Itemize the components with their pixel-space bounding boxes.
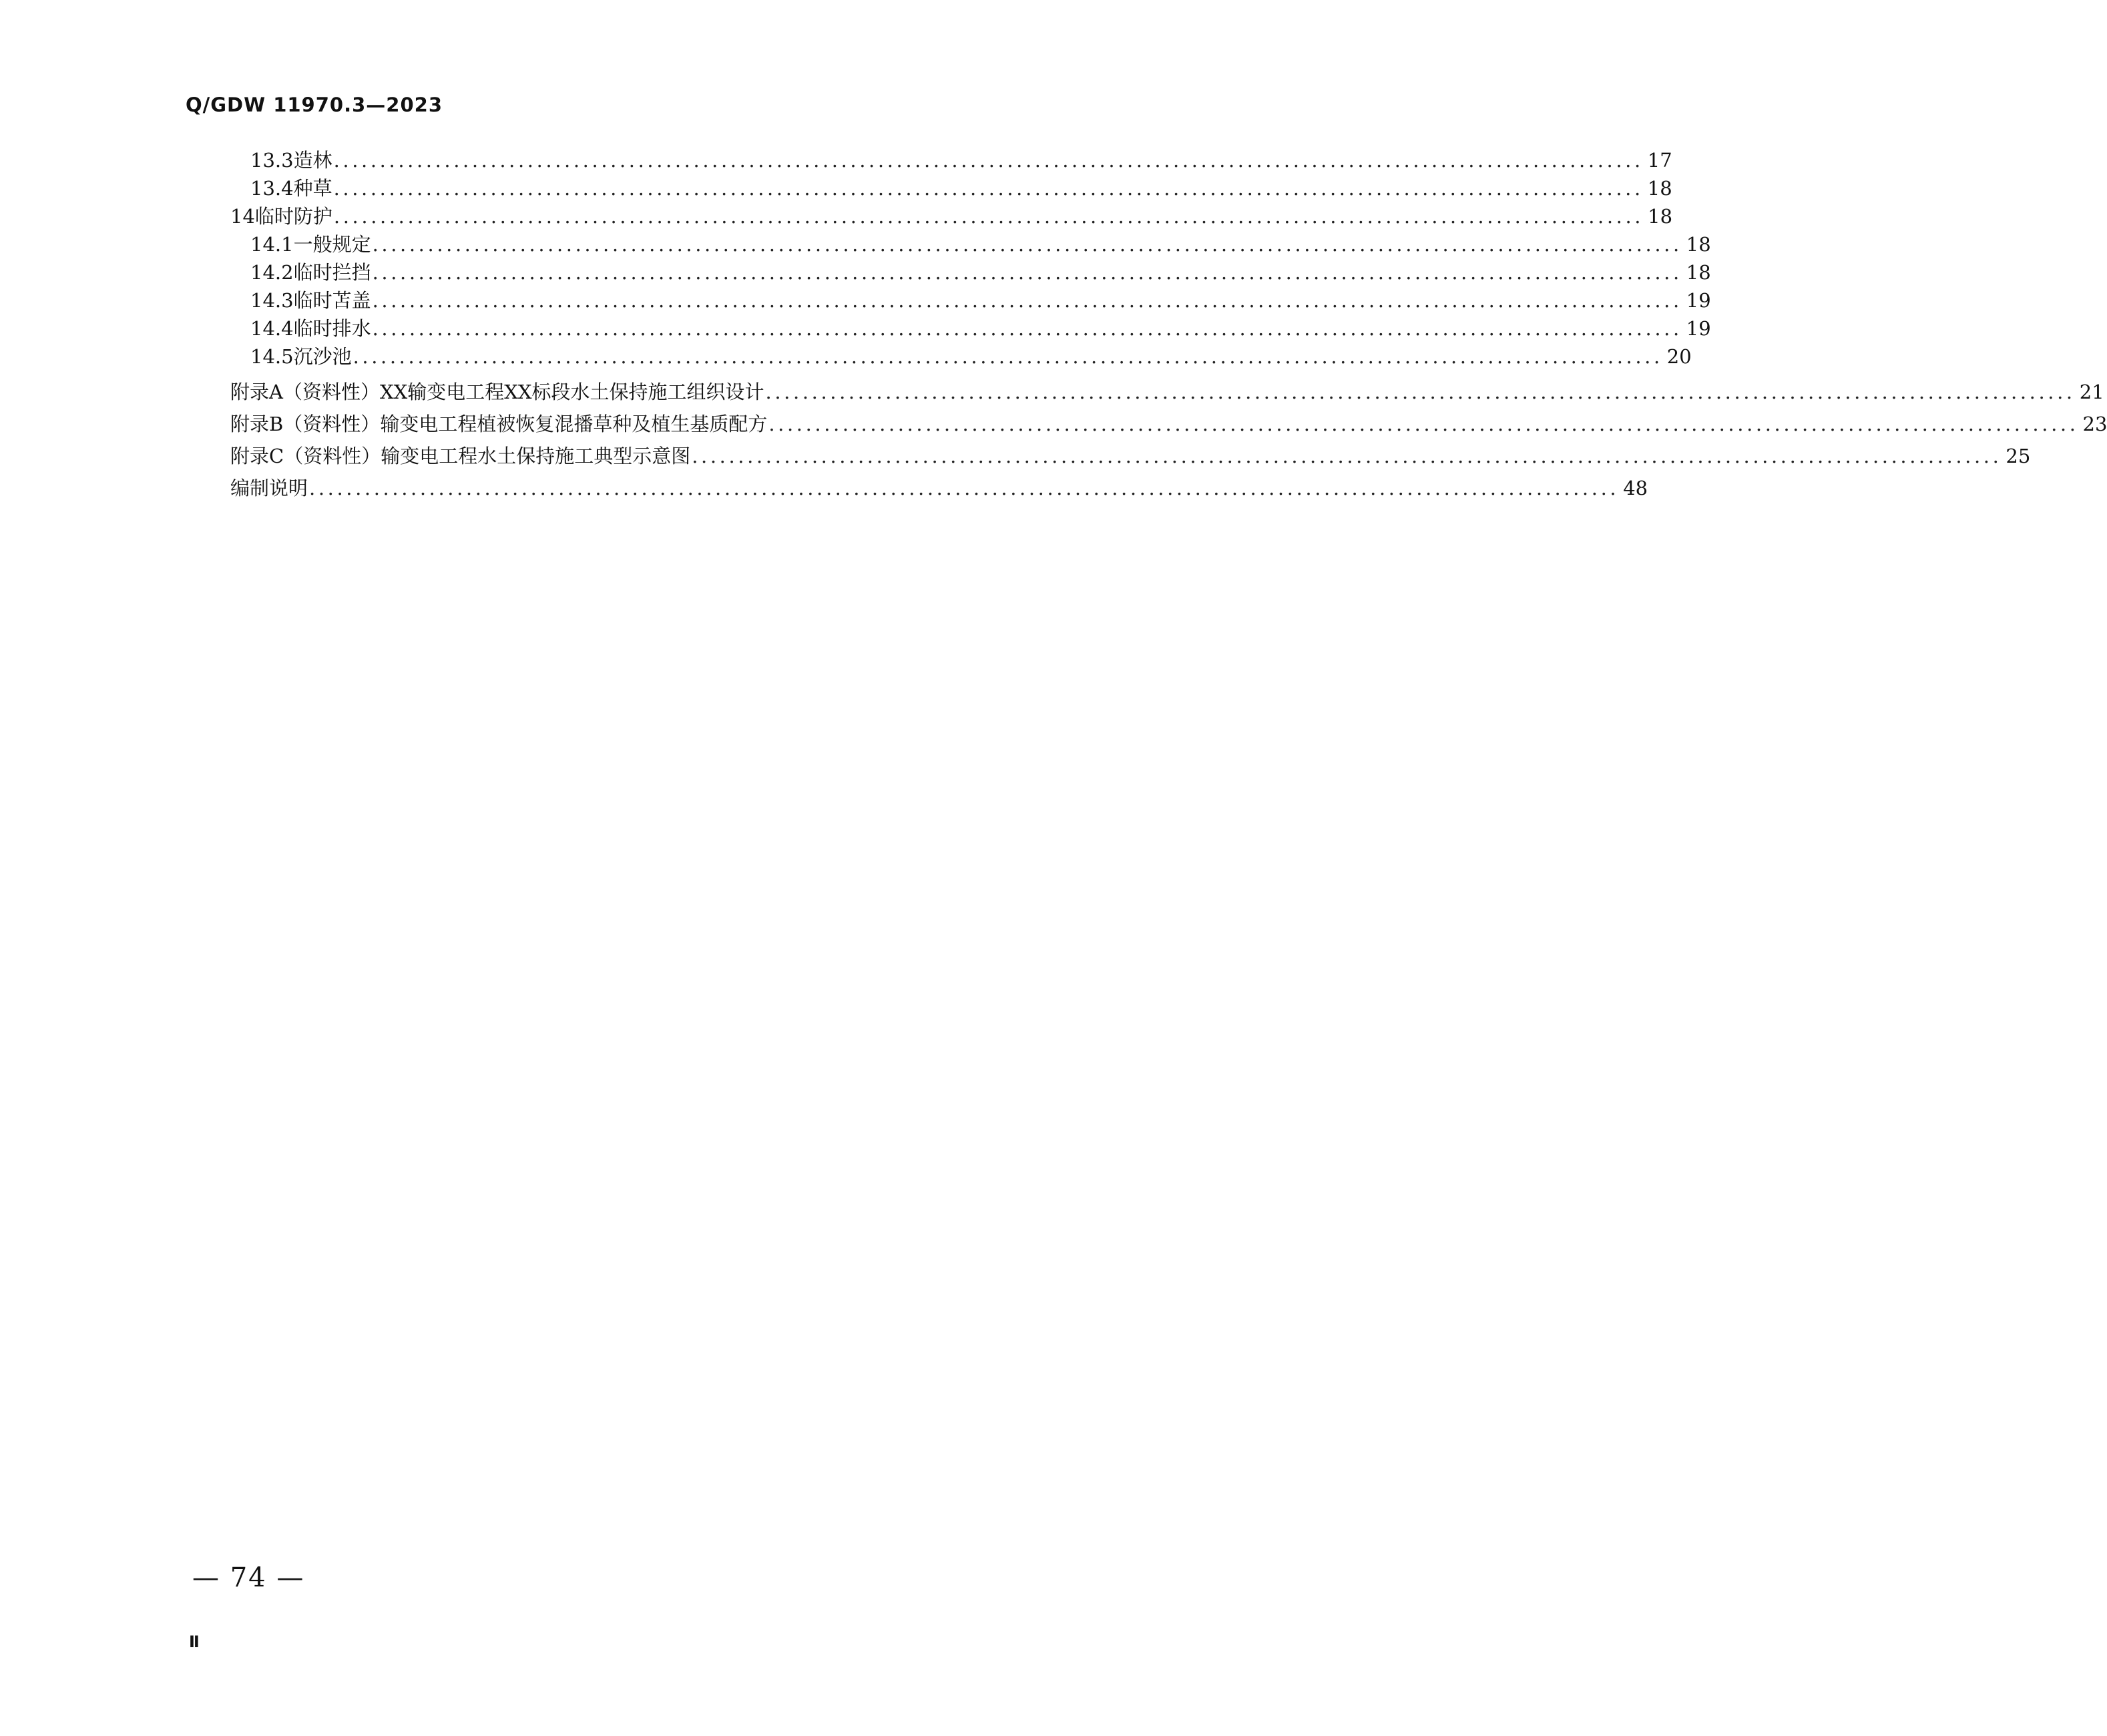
- toc-entry-number: 14.5: [250, 345, 294, 368]
- toc-entry-number: 13.4: [250, 177, 294, 200]
- toc-leader-dots: ..............................................................................................................................................: [768, 413, 2079, 435]
- toc-entry-page: 19: [1686, 289, 1711, 312]
- toc-leader-dots: ..............................................................................................................................................: [333, 205, 1644, 228]
- toc-entry-title: 种草: [293, 177, 332, 200]
- toc-entry-title: 输变电工程植被恢复混播草种及植生基质配方: [380, 413, 768, 435]
- toc-entry-title: 沉沙池: [293, 345, 352, 368]
- toc-entry-appendix-b[interactable]: [230, 411, 2107, 437]
- toc-entry-13-4[interactable]: [250, 175, 1672, 202]
- toc-entry-page: 19: [1686, 317, 1711, 340]
- toc-entry-page: 18: [1686, 261, 1711, 284]
- toc-entry-number: 附录B（资料性）: [230, 413, 381, 435]
- toc-leader-dots: ..............................................................................................................................................: [372, 261, 1682, 284]
- toc-entry-14-5[interactable]: [250, 343, 1692, 370]
- toc-entry-14-1[interactable]: [250, 231, 1711, 258]
- toc-entry-title: 输变电工程水土保持施工典型示意图: [381, 445, 691, 467]
- toc-entry-title: 临时防护: [254, 205, 332, 228]
- toc-entry-page: 18: [1647, 177, 1672, 200]
- roman-page-number: Ⅱ: [189, 1633, 200, 1651]
- toc-entry-page: 21: [2079, 381, 2104, 403]
- document-code: Q/GDW 11970.3—2023: [186, 93, 443, 116]
- toc-entry-page: 18: [1686, 233, 1711, 256]
- toc-entry-page: 17: [1647, 149, 1672, 172]
- toc-entry-title: XX输变电工程XX标段水土保持施工组织设计: [379, 381, 764, 403]
- toc-entry-page: 25: [2006, 445, 2031, 467]
- toc-leader-dots: ..............................................................................................................................................: [372, 317, 1682, 340]
- page-number: — 74 —: [192, 1562, 305, 1593]
- toc-entry-14-3[interactable]: [250, 287, 1711, 314]
- toc-entry-14-4[interactable]: [250, 315, 1711, 342]
- toc-entry-number: 附录C（资料性）: [230, 445, 381, 467]
- toc-entry-title: 临时苫盖: [293, 289, 371, 312]
- toc-entry-number: 14.1: [250, 233, 294, 256]
- toc-leader-dots: ..............................................................................................................................................: [765, 381, 2076, 403]
- toc-entry-title: 编制说明: [230, 477, 308, 499]
- toc-leader-dots: ..............................................................................................................................................: [692, 445, 2002, 467]
- toc-entry-title: 一般规定: [293, 233, 371, 256]
- table-of-contents: [0, 0, 2107, 534]
- toc-entry-number: 14.3: [250, 289, 294, 312]
- toc-entry-number: 14: [230, 205, 255, 228]
- toc-entry-page: 48: [1623, 477, 1648, 499]
- toc-entry-number: 13.3: [250, 149, 294, 172]
- toc-entry-page: 18: [1648, 205, 1673, 228]
- toc-entry-page: 20: [1666, 345, 1692, 368]
- toc-leader-dots: ..............................................................................................................................................: [372, 289, 1682, 312]
- toc-entry-title: 造林: [293, 149, 332, 172]
- toc-entry-number: 14.2: [250, 261, 294, 284]
- toc-entry-title: 临时拦挡: [293, 261, 371, 284]
- toc-entry-14-2[interactable]: [250, 259, 1711, 286]
- toc-entry-title: 临时排水: [293, 317, 371, 340]
- toc-entry-compilation-notes[interactable]: [230, 475, 1648, 501]
- toc-entry-appendix-a[interactable]: [230, 379, 2104, 405]
- toc-entry-appendix-c[interactable]: [230, 443, 2031, 469]
- toc-leader-dots: ..............................................................................................................................................: [353, 345, 1663, 368]
- toc-leader-dots: ..............................................................................................................................................: [309, 477, 1620, 499]
- toc-entry-page: 23: [2082, 413, 2107, 435]
- toc-entry-number: 14.4: [250, 317, 294, 340]
- toc-leader-dots: ..............................................................................................................................................: [333, 177, 1644, 200]
- toc-entry-14[interactable]: [230, 203, 1673, 230]
- toc-leader-dots: ..............................................................................................................................................: [372, 233, 1682, 256]
- toc-leader-dots: ..............................................................................................................................................: [333, 149, 1644, 172]
- toc-entry-13-3[interactable]: [250, 147, 1672, 174]
- toc-entry-number: 附录A（资料性）: [230, 381, 380, 403]
